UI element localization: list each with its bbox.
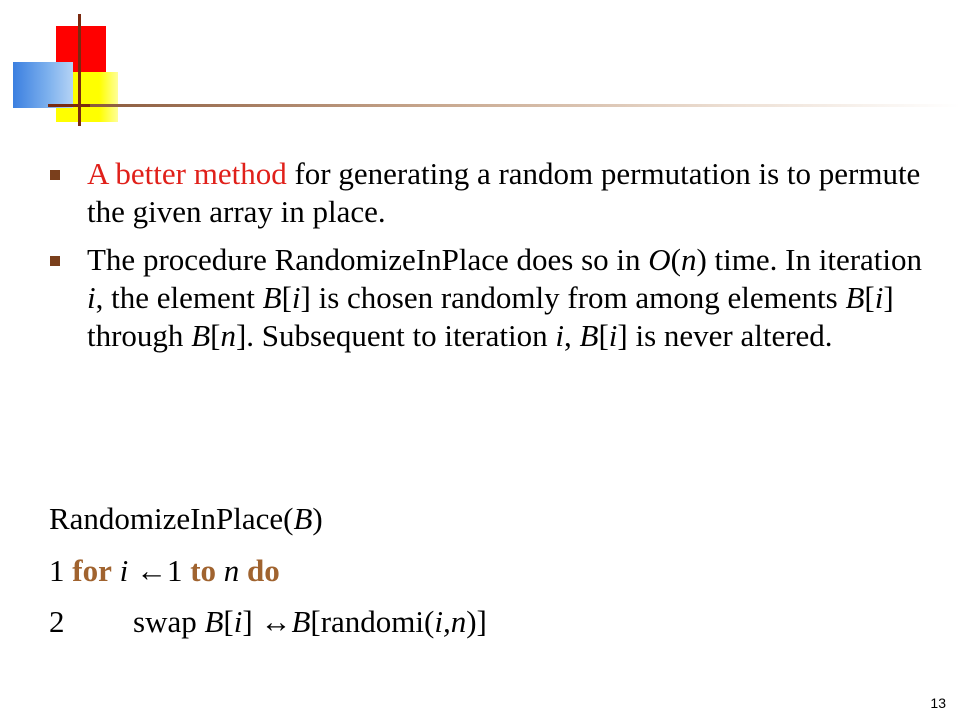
code-text: swap [133,604,205,639]
code-text: 1 [166,553,191,588]
math-var: B [293,501,313,536]
math-var: i [233,604,243,639]
math-var: n [680,242,697,277]
bullet-text: ] is chosen randomly from among elements [300,280,846,315]
math-var: B [204,604,224,639]
math-var: i,n [434,604,467,639]
math-var: B [262,280,282,315]
logo-horizontal-line [48,104,90,107]
header-rule [90,104,960,107]
bullet-text: , the element [95,280,263,315]
logo-vertical-line [78,14,81,126]
math-var: B [191,318,211,353]
bullet-text: , [564,318,580,353]
math-var: i [291,280,301,315]
keyword-for: for [72,553,112,588]
square-bullet-icon [50,256,60,266]
math-var: O [648,242,671,277]
bullet-item-procedure [50,241,930,355]
math-var: B [579,318,599,353]
math-var: i [87,280,96,315]
keyword-do: do [247,553,280,588]
bullet-text: [ [210,318,221,353]
math-var: i [555,318,564,353]
bullet-item-better-method [50,155,930,231]
procedure-name: RandomizeInPlace( [49,501,294,536]
math-var: n [220,318,236,353]
bullet-text: [ [598,318,609,353]
math-var: i [874,280,884,315]
bullet-text: ]. Subsequent to iteration [235,318,556,353]
slide-logo-decoration [0,0,140,130]
highlight-text: A better method [87,156,287,191]
math-var: B [845,280,865,315]
math-var: n [223,553,240,588]
bullet-text: ) time. In iteration [696,242,923,277]
code-line-1 [49,552,280,590]
code-text: )] [466,604,487,639]
bullet-text: ] is never altered. [617,318,833,353]
bullet-text: The procedure RandomizeInPlace does so in [87,242,649,277]
bullet-text: ( [670,242,681,277]
math-var: i [608,318,618,353]
procedure-title [49,500,323,538]
slide-number: 13 [930,695,946,711]
bullet-text: ] through [87,280,894,353]
bullet-list [50,155,930,365]
code-text: [ [223,604,234,639]
code-text: ) [312,501,323,536]
bullet-text: [ [281,280,292,315]
bullet-text: for generating a random permutation is to permute the given array in place. [87,156,921,229]
assign-arrow: ← [128,553,167,588]
swap-arrow: ] ↔ [242,604,292,639]
line-number: 1 [49,553,73,588]
keyword-to: to [190,553,217,588]
code-text: [randomi( [310,604,435,639]
math-var: i [119,553,129,588]
square-bullet-icon [50,170,60,180]
logo-blue-square [13,62,73,108]
line-number: 2 [49,604,65,639]
bullet-text: [ [864,280,875,315]
math-var: B [291,604,311,639]
code-line-2 [49,603,487,641]
